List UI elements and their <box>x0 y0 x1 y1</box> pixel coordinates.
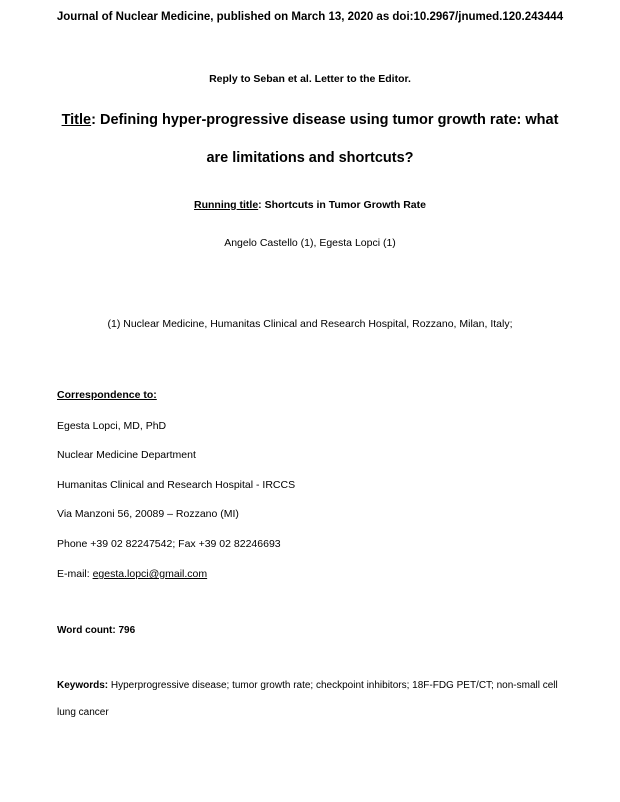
keywords-line-1 <box>57 680 558 691</box>
correspondence-institution: Humanitas Clinical and Research Hospital - IRCCS <box>57 479 296 491</box>
title-line-2: are limitations and shortcuts? <box>206 150 414 166</box>
running-title-label: Running title <box>194 199 259 211</box>
correspondence-phone-fax: Phone +39 02 82247542; Fax +39 02 82246693 <box>57 538 281 550</box>
title-label: Title <box>61 112 92 128</box>
correspondence-heading: Correspondence to: <box>57 389 157 401</box>
title-text-1: : Defining hyper-progressive disease using tumor growth rate: what <box>91 112 559 128</box>
keywords-line-2: lung cancer <box>57 707 109 718</box>
correspondence-department: Nuclear Medicine Department <box>57 449 196 461</box>
authors: Angelo Castello (1), Egesta Lopci (1) <box>224 237 396 249</box>
reply-line: Reply to Seban et al. Letter to the Editor. <box>209 73 411 85</box>
keywords-label: Keywords: <box>57 680 109 691</box>
affiliation: (1) Nuclear Medicine, Humanitas Clinical and Research Hospital, Rozzano, Milan, Italy; <box>107 318 513 330</box>
correspondence-address: Via Manzoni 56, 20089 – Rozzano (MI) <box>57 508 239 520</box>
journal-header: Journal of Nuclear Medicine, published on March 13, 2020 as doi:10.2967/jnumed.120.243444 <box>56 11 564 23</box>
running-title <box>0 199 620 211</box>
email-label: E-mail: <box>57 568 93 580</box>
correspondence-name: Egesta Lopci, MD, PhD <box>57 420 167 432</box>
keywords-text-1: Hyperprogressive disease; tumor growth rate; checkpoint inhibitors; 18F-FDG PET/CT; non-small cell <box>108 680 558 691</box>
email-link[interactable]: egesta.lopci@gmail.com <box>92 568 208 580</box>
running-title-text: : Shortcuts in Tumor Growth Rate <box>258 199 426 211</box>
word-count: Word count: 796 <box>57 625 136 636</box>
title-line-1 <box>0 112 620 128</box>
correspondence-email-line <box>57 568 207 580</box>
